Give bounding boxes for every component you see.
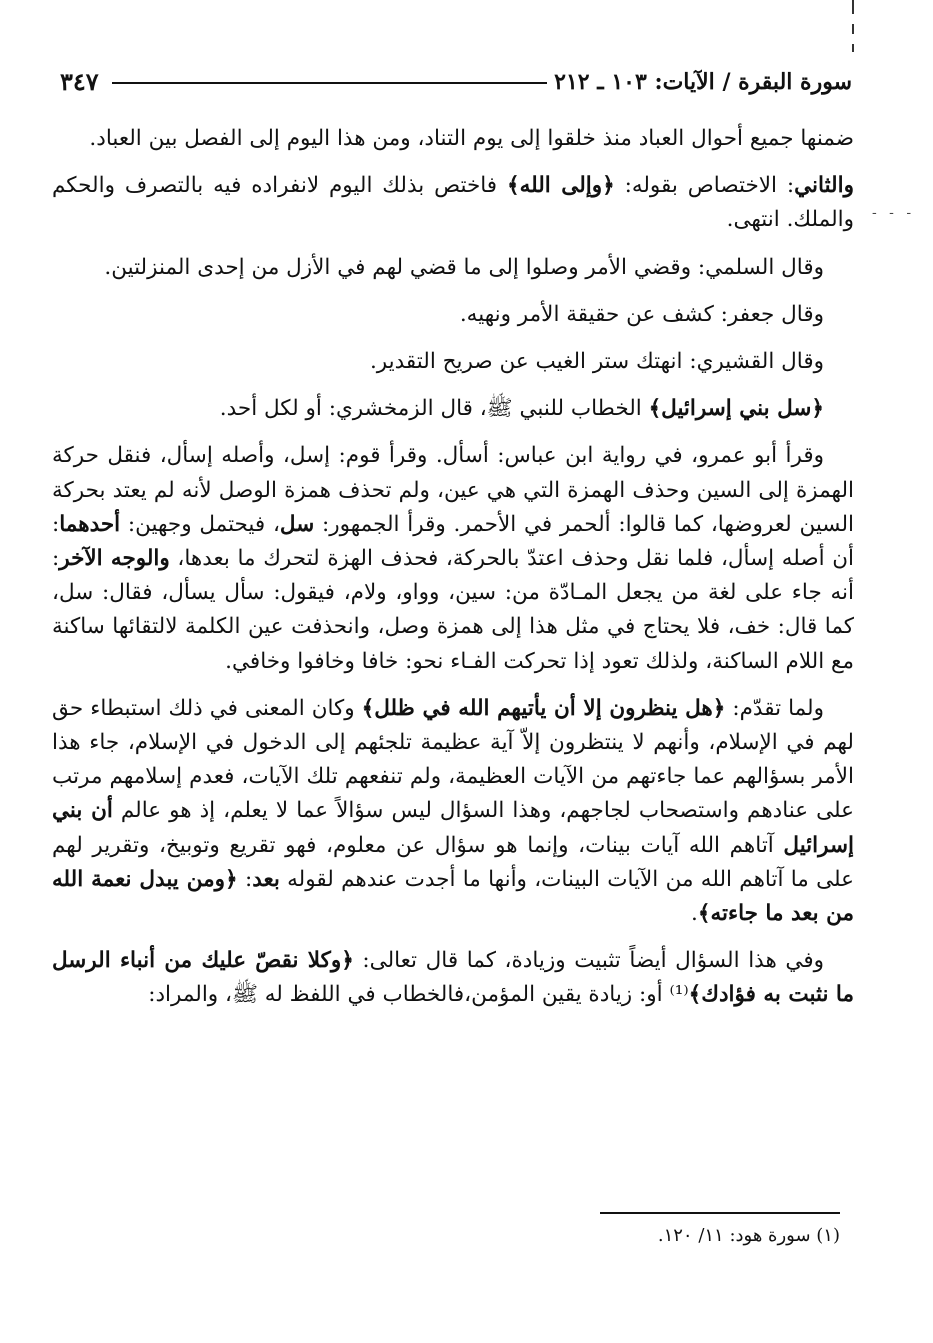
p8-text-e: .: [691, 901, 698, 927]
paragraph-6: [52, 392, 854, 426]
margin-mark: - - -: [872, 205, 916, 221]
p7-other: والوجه الآخر: [59, 546, 170, 572]
top-edge-marks: [852, 0, 858, 70]
paragraph-4: وقال جعفر: كشف عن حقيقة الأمر ونهيه.: [459, 301, 824, 327]
p8-text-b: وكان المعنى في ذلك استبطاء حق لهم في الإسلام، وأنهم لا ينتظرون إلاّ آية عظيمة تلجئهم إلى الدخول في الإسلام، جاء هذا الأمر بسؤالهم عما جاءتهم من الآيات العظيمة، ولم تنفعهم تلك الآيات، فعدم إسلامهم مرتب على عنادهم واستصحاب لجاجهم، وهذا السؤال ليس سؤالاً عما لا يعلم، إذ هو عالم: [52, 695, 855, 824]
p8-after: بعد: [252, 866, 280, 892]
p8-text-a: ولما تقدّم:: [725, 695, 824, 721]
paragraph-2: [52, 169, 854, 237]
paragraph-8: [52, 692, 854, 931]
paragraph-9: [52, 944, 854, 1012]
footnote-ref[interactable]: ⁽¹⁾: [669, 982, 689, 1008]
p9-text-b: أو: زيادة يقين المؤمن،فالخطاب في اللفظ له ﷺ، والمراد:: [148, 982, 670, 1008]
p8-text-d: :: [237, 866, 253, 892]
paragraph-7: [52, 439, 854, 678]
p7-text-a: وقرأ أبو عمرو، في رواية ابن عباس: أسأل. وقرأ قوم: إسل، وأصله إسأل، فنقل حركة الهمزة إلى السين وحذف الهمزة التي هي عين، ولم تحذف همزة الوصل لأنه لم يعتد بحركة السين لعروضها، كما قالوا: ألحمر في الأحمر. وقرأ الجمهور:: [52, 443, 855, 537]
paragraph-1: ضمنها جميع أحوال العباد منذ خلقوا إلى يوم التناد، ومن هذا اليوم إلى الفصل بين العباد.: [89, 126, 854, 151]
p7-text-d: : أنه جاء على لغة من يجعل المـادّة من: سين، وواو، ولام، فيقول: سأل يسأل، فقال: سل، كما قال: خف، فلا يحتاج في مثل هذا إلى همزة وصل، وانحذفت عين الكلمة لالتقائها ساكنة مع اللام الساكنة، ولذلك تعود إذا تحركت الفـاء نحو: خافا وخافوا وخافي.: [52, 546, 854, 674]
p7-sal: سل: [279, 511, 315, 537]
paragraph-3: وقال السلمي: وقضي الأمر وصلوا إلى ما قضي لهم في الأزل من إحدى المنزلتين.: [104, 254, 824, 280]
p2-text-b: فاختص بذلك اليوم لانفراده فيه بالتصرف والحكم والملك. انتهى.: [52, 173, 854, 233]
p2-lead: والثاني: [794, 173, 854, 199]
footnote-rule: [600, 1212, 840, 1214]
p8-quran-2: أن بني إسرائيل: [52, 798, 854, 858]
p8-text-c: آتاهم الله آيات بينات، وإنما هو سؤال عن معلوم، فهو تقريع وتوبيخ، وتقرير لهم على ما آتاهم الله من الآيات البينات، وأنها ما أجدت عندهم لقوله: [52, 832, 854, 892]
p6-text: الخطاب للنبي ﷺ، قال الزمخشري: أو لكل أحد.: [219, 396, 649, 422]
paragraph-5: وقال القشيري: انهتك ستر الغيب عن صريح التقدير.: [369, 349, 824, 375]
p9-quran: ﴿وكلا نقصّ عليك من أنباء الرسل ما نثبت به فؤادك﴾: [52, 948, 854, 1008]
header-rule: [112, 82, 547, 84]
p7-first: أحدهما: [59, 511, 121, 537]
running-title: سورة البقرة / الآيات: ١٠٣ ـ ٢١٢: [554, 69, 852, 95]
footnote: (١) سورة هود: ١١/ ١٢٠.: [657, 1225, 840, 1246]
p6-quran: ﴿سل بني إسرائيل﴾: [648, 396, 824, 422]
p7-text-c: : أن أصله إسأل، فلما نقل وحذف اعتدّ بالحركة، فحذف الهزة لتحرك ما بعدها،: [52, 511, 854, 572]
p8-quran-3: ﴿ومن يبدل نعمة الله من بعد ما جاءته﴾: [52, 866, 854, 927]
p9-text-a: وفي هذا السؤال أيضاً تثبيت وزيادة، كما قال تعالى:: [353, 948, 824, 974]
page-header: [60, 62, 852, 102]
page-number: ٣٤٧: [60, 67, 99, 96]
main-text: [52, 122, 854, 1013]
p2-text-a: : الاختصاص بقوله:: [614, 173, 795, 199]
p8-quran-1: ﴿هل ينظرون إلا أن يأتيهم الله في ظلل﴾: [361, 695, 726, 721]
p2-quran: ﴿وإلى الله﴾: [506, 173, 615, 199]
p7-text-b: ، فيحتمل وجهين:: [120, 511, 280, 537]
